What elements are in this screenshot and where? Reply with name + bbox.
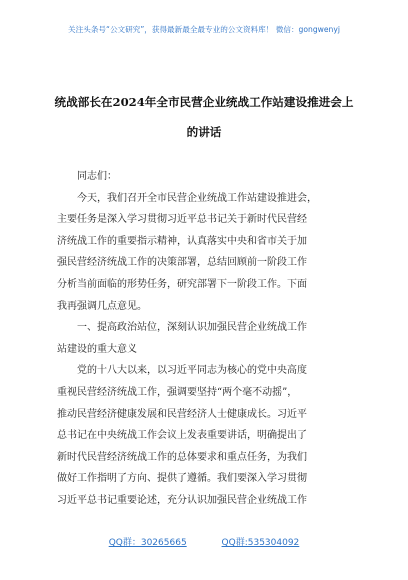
paragraph-2-line: 做好工作指明了方向、提供了遵循。我们要深入学习贯彻 [57, 473, 307, 485]
document-body [57, 166, 353, 512]
paragraph-1-line: 我再强调几点意见。 [57, 300, 147, 312]
paragraph-2-line: 总书记在中央统战工作会议上发表重要讲话，明确提出了 [57, 430, 307, 442]
header-banner: 关注头条号“公文研究”，获得最新最全最专业的公文资料库！ 微信：gongwenyj [68, 25, 340, 34]
paragraph-2-line: 习近平总书记重要论述，充分认识加强民营企业统战工作 [57, 494, 307, 506]
footer [0, 535, 408, 548]
salutation: 同志们： [77, 171, 117, 182]
paragraph-2-line: 重视民营经济统战工作，强调要坚持“两个毫不动摇”， [57, 386, 298, 398]
paragraph-2-line: 推动民营经济健康发展和民营经济人士健康成长。习近平 [57, 408, 307, 420]
section-heading-line: 一、提高政治站位，深刻认识加强民营企业统战工作 [77, 322, 307, 334]
paragraph-1-line: 强民营经济统战工作的决策部署，总结回顾前一阶段工作 [57, 257, 307, 269]
section-heading-line: 站建设的重大意义 [57, 343, 137, 355]
paragraph-2-line: 党的十八大以来，以习近平同志为核心的党中央高度 [77, 365, 307, 377]
footer-qq-group-2[interactable]: QQ群:535304092 [221, 538, 300, 548]
paragraph-1-line: 主要任务是深入学习贯彻习近平总书记关于新时代民营经 [57, 214, 307, 226]
paragraph-1-line: 今天，我们召开全市民营企业统战工作站建设推进会， [77, 192, 317, 204]
paragraph-2-line: 新时代民营经济统战工作的总体要求和重点任务，为我们 [57, 451, 307, 463]
document-title-line-1: 统战部长在2024年全市民营企业统战工作站建设推进会上 [54, 95, 354, 109]
document-title-line-2: 的讲话 [186, 125, 222, 139]
paragraph-1-line: 分析当前面临的形势任务，研究部署下一阶段工作。下面 [57, 278, 307, 290]
paragraph-1-line: 济统战工作的重要指示精神，认真落实中央和省市关于加 [57, 235, 307, 247]
footer-qq-group-1[interactable]: QQ群：30265665 [108, 538, 187, 548]
